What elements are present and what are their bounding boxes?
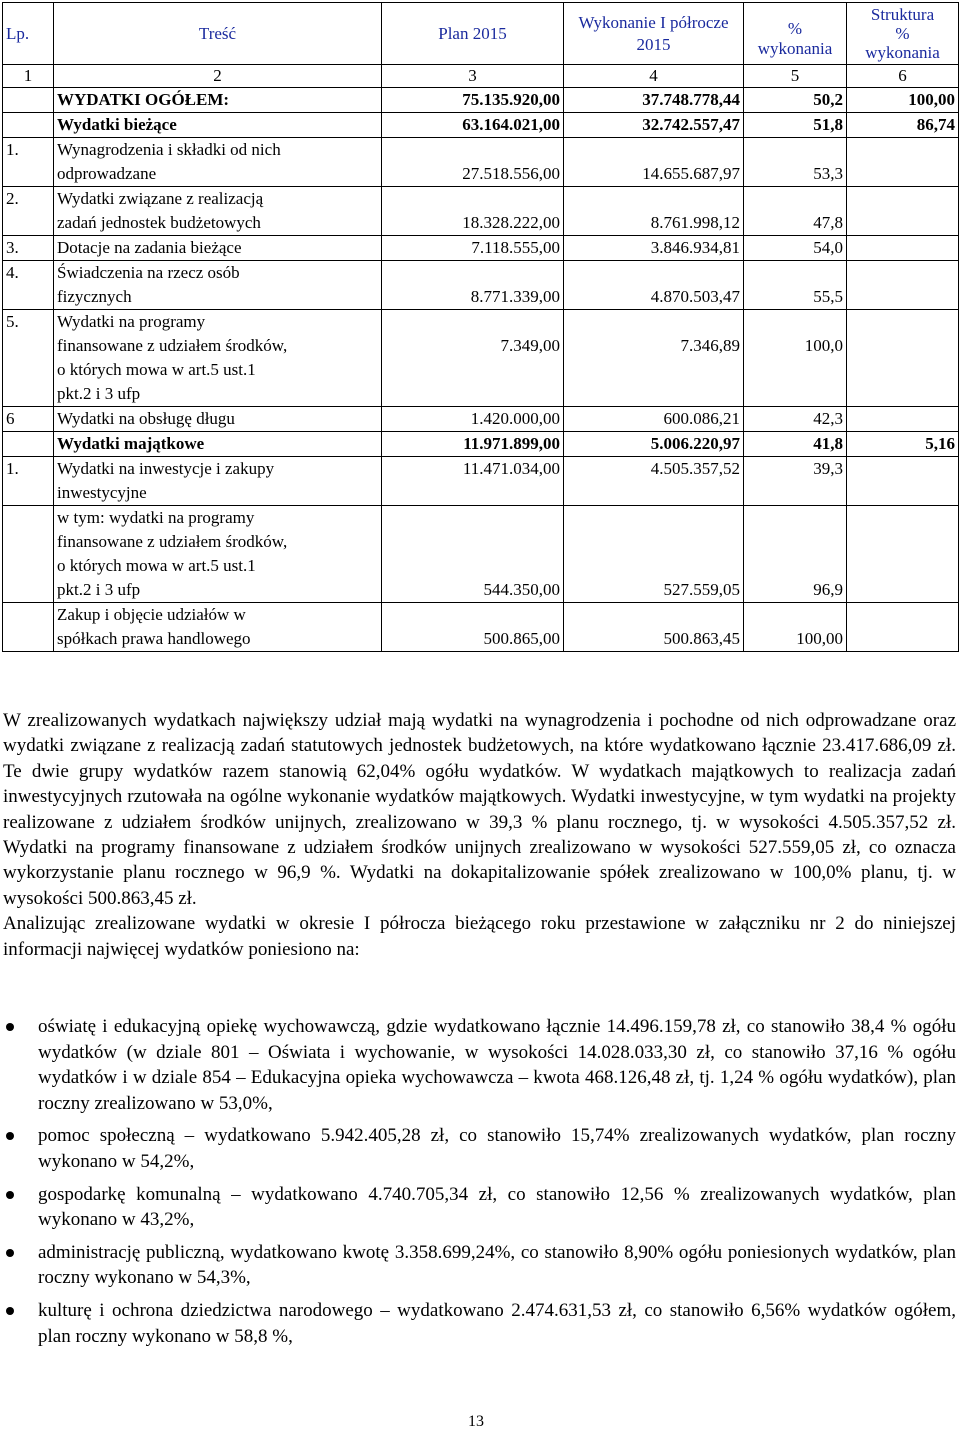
cell-execution-value: 500.863,45 — [663, 629, 740, 648]
cell-percent-value: 100,00 — [796, 629, 843, 648]
cell-execution-value: 7.346,89 — [680, 336, 740, 355]
header-structure-line2: % — [895, 24, 910, 43]
cell-plan-value: 8.771.339,00 — [470, 287, 560, 306]
cell-execution — [564, 113, 744, 138]
header-plan: Plan 2015 — [382, 3, 564, 65]
cell-percent — [744, 261, 847, 310]
bullet-icon — [6, 1249, 14, 1257]
description-line: Dotacje na zadania bieżące — [57, 238, 242, 257]
cell-plan — [382, 506, 564, 603]
bullet-icon — [6, 1191, 14, 1199]
cell-structure — [847, 310, 959, 407]
list-item-text: kulturę i ochrona dziedzictwa narodowego – wydatkowano 2.474.631,53 zł, co stanowiło 6,56% wydatków ogółem, plan roczny wykonano w 58,8 %, — [38, 1299, 956, 1347]
header-execution-line2: 2015 — [636, 34, 671, 54]
cell-plan — [382, 113, 564, 138]
description-line: Wydatki na obsługę długu — [57, 409, 235, 428]
column-number: 6 — [847, 65, 959, 88]
cell-lp-value: 1. — [6, 459, 19, 478]
cell-percent — [744, 310, 847, 407]
description-line: w tym: wydatki na programy — [57, 508, 255, 527]
header-lp: Lp. — [3, 3, 54, 65]
description-line: Wydatki majątkowe — [57, 434, 205, 453]
table-row — [3, 113, 959, 138]
table-row — [3, 432, 959, 457]
cell-description — [54, 187, 382, 236]
cell-plan-value: 63.164.021,00 — [462, 115, 560, 134]
cell-structure — [847, 603, 959, 652]
cell-execution — [564, 88, 744, 113]
description-line: finansowane z udziałem środków, — [57, 532, 288, 551]
description-line: odprowadzane — [57, 164, 157, 183]
cell-percent — [744, 138, 847, 187]
paragraph: W zrealizowanych wydatkach największy udział mają wydatki na wynagrodzenia i pochodne od nich odprowadzane oraz wydatki związane z realizacją zadań statutowych jednostek budżetowych, na które wydatkowano łącznie 23.417.686,09 zł. Te dwie grupy wydatków razem stanowią 62,04% ogółu wydatków. W wydatkach majątkowych to realizacja zadań inwestycyjnych rzutowała na ogólne wykonanie wydatków majątkowych. Wydatki inwestycyjne, w tym wydatki na projekty realizowane z udziałem środków unijnych, zrealizowano w 39,3 % planu rocznego, tj. w wysokości 4.505.357,52 zł. Wydatki na programy finansowane z udziałem środków unijnych zrealizowano w wysokości 527.559,05 zł, co oznacza wykorzystanie planu rocznego w 96,9 %. Wydatki na dokapitalizowanie spółek zrealizowano w 100,0% planu, tj. w wysokości 500.863,45 zł. — [3, 710, 956, 909]
cell-plan — [382, 236, 564, 261]
cell-description — [54, 113, 382, 138]
cell-percent — [744, 506, 847, 603]
cell-execution-value: 37.748.778,44 — [642, 90, 740, 109]
cell-structure — [847, 432, 959, 457]
description-line: spółkach prawa handlowego — [57, 629, 251, 648]
description-line: finansowane z udziałem środków, — [57, 336, 288, 355]
cell-percent — [744, 407, 847, 432]
cell-plan-value: 11.971.899,00 — [463, 434, 560, 453]
description-line: WYDATKI OGÓŁEM: — [57, 90, 230, 109]
description-line: pkt.2 i 3 ufp — [57, 384, 141, 403]
cell-execution — [564, 310, 744, 407]
cell-execution — [564, 506, 744, 603]
cell-percent — [744, 88, 847, 113]
cell-plan — [382, 310, 564, 407]
cell-execution — [564, 432, 744, 457]
cell-percent-value: 50,2 — [813, 90, 843, 109]
cell-execution — [564, 407, 744, 432]
header-structure — [847, 3, 959, 65]
description-line: inwestycyjne — [57, 483, 147, 502]
cell-structure — [847, 88, 959, 113]
cell-lp — [3, 261, 54, 310]
cell-percent — [744, 603, 847, 652]
cell-lp-value: 4. — [6, 263, 19, 282]
column-numbers-row — [3, 65, 959, 88]
cell-lp — [3, 407, 54, 432]
cell-description — [54, 506, 382, 603]
description-line: Wydatki na programy — [57, 312, 206, 331]
column-number: 3 — [382, 65, 564, 88]
cell-percent-value: 53,3 — [813, 164, 843, 183]
cell-description — [54, 432, 382, 457]
cell-description — [54, 407, 382, 432]
cell-lp — [3, 113, 54, 138]
cell-plan — [382, 432, 564, 457]
description-line: Zakup i objęcie udziałów w — [57, 605, 246, 624]
paragraph: Analizując zrealizowane wydatki w okresie I półrocza bieżącego roku przestawione w załączniku nr 2 do niniejszej informacji najwięcej wydatków poniesiono na: — [3, 913, 956, 960]
cell-lp — [3, 310, 54, 407]
table-row — [3, 310, 959, 407]
cell-description — [54, 88, 382, 113]
cell-plan — [382, 603, 564, 652]
cell-percent — [744, 187, 847, 236]
cell-structure-value: 5,16 — [925, 434, 955, 453]
description-line: o których mowa w art.5 ust.1 — [57, 360, 256, 379]
cell-lp-value: 3. — [6, 238, 19, 257]
cell-lp-value: 1. — [6, 140, 19, 159]
cell-plan — [382, 407, 564, 432]
cell-execution — [564, 457, 744, 506]
cell-description — [54, 138, 382, 187]
description-line: Wynagrodzenia i składki od nich — [57, 140, 281, 159]
cell-description — [54, 236, 382, 261]
expenditure-table — [2, 2, 959, 652]
list-item — [3, 1014, 956, 1116]
cell-percent-value: 39,3 — [813, 459, 843, 478]
cell-plan — [382, 88, 564, 113]
cell-description — [54, 310, 382, 407]
cell-execution-value: 5.006.220,97 — [650, 434, 740, 453]
bullet-icon — [6, 1023, 14, 1031]
bullet-icon — [6, 1307, 14, 1315]
cell-plan-value: 27.518.556,00 — [462, 164, 560, 183]
header-structure-line1: Struktura — [870, 5, 935, 24]
cell-percent — [744, 432, 847, 457]
cell-lp — [3, 88, 54, 113]
cell-percent-value: 42,3 — [813, 409, 843, 428]
description-line: Wydatki związane z realizacją — [57, 189, 264, 208]
table-row — [3, 187, 959, 236]
cell-execution-value: 32.742.557,47 — [642, 115, 740, 134]
header-percent — [744, 3, 847, 65]
cell-plan-value: 11.471.034,00 — [462, 459, 560, 478]
cell-execution — [564, 138, 744, 187]
list-item-text: pomoc społeczną – wydatkowano 5.942.405,28 zł, co stanowiło 15,74% zrealizowanych wydatków, plan roczny wykonano w 54,2%, — [38, 1125, 956, 1172]
header-percent-line2: wykonania — [757, 39, 833, 58]
page-number: 13 — [468, 1413, 484, 1430]
bullet-list — [3, 1014, 956, 1356]
cell-structure — [847, 457, 959, 506]
cell-structure — [847, 261, 959, 310]
description-line: zadań jednostek budżetowych — [57, 213, 261, 232]
cell-execution-value: 600.086,21 — [663, 409, 740, 428]
table-row — [3, 261, 959, 310]
cell-description — [54, 457, 382, 506]
cell-percent — [744, 457, 847, 506]
cell-percent-value: 96,9 — [813, 580, 843, 599]
column-number: 1 — [3, 65, 54, 88]
column-number: 2 — [54, 65, 382, 88]
cell-structure — [847, 407, 959, 432]
cell-lp — [3, 457, 54, 506]
cell-percent-value: 54,0 — [813, 238, 843, 257]
cell-lp — [3, 236, 54, 261]
column-number: 4 — [564, 65, 744, 88]
cell-percent-value: 100,0 — [804, 336, 843, 355]
cell-structure-value: 86,74 — [916, 115, 955, 134]
list-item — [3, 1182, 956, 1233]
bullet-icon — [6, 1132, 14, 1140]
cell-structure — [847, 138, 959, 187]
table-row — [3, 457, 959, 506]
description-line: o których mowa w art.5 ust.1 — [57, 556, 256, 575]
list-item-text: administrację publiczną, wydatkowano kwotę 3.358.699,24%, co stanowiło 8,90% ogółu poniesionych wydatków, plan roczny wykonano w 54,3%, — [38, 1241, 956, 1289]
cell-lp-value: 2. — [6, 189, 19, 208]
list-item-text: oświatę i edukacyjną opiekę wychowawczą, gdzie wydatkowano łącznie 14.496.159,78 zł, co stanowiło 38,4 % ogółu wydatków (w dziale 801 – Oświata i wychowanie, w wysokości 14.028.033,30 zł, co stanowiło 37,16 % ogółu wydatków i w dziale 854 – Edukacyjna opieka wychowawcza – kwota 468.126,48 zł, tj. 1,24 % ogółu wydatków), plan roczny zrealizowano w 53,0%, — [38, 1016, 956, 1114]
cell-plan — [382, 261, 564, 310]
cell-lp — [3, 138, 54, 187]
cell-plan-value: 7.349,00 — [500, 336, 560, 355]
list-item — [3, 1298, 956, 1349]
cell-plan-value: 1.420.000,00 — [470, 409, 560, 428]
cell-plan — [382, 457, 564, 506]
cell-lp-value: 6 — [6, 409, 15, 428]
table-header-row — [3, 3, 959, 65]
list-item — [3, 1240, 956, 1291]
table-row — [3, 138, 959, 187]
header-execution-line1: Wykonanie I półrocze — [578, 12, 729, 32]
description-line: Wydatki bieżące — [57, 115, 177, 134]
cell-execution-value: 4.870.503,47 — [650, 287, 740, 306]
cell-execution — [564, 261, 744, 310]
cell-percent-value: 47,8 — [813, 213, 843, 232]
cell-structure — [847, 236, 959, 261]
cell-percent-value: 51,8 — [813, 115, 843, 134]
cell-execution — [564, 187, 744, 236]
table-row — [3, 506, 959, 603]
header-structure-line3: wykonania — [865, 43, 940, 62]
table-row — [3, 88, 959, 113]
cell-lp — [3, 506, 54, 603]
header-execution — [564, 3, 744, 65]
column-number: 5 — [744, 65, 847, 88]
cell-plan-value: 75.135.920,00 — [462, 90, 560, 109]
table-body — [3, 88, 959, 652]
cell-lp — [3, 432, 54, 457]
cell-lp — [3, 187, 54, 236]
cell-plan-value: 500.865,00 — [483, 629, 560, 648]
cell-execution-value: 3.846.934,81 — [650, 238, 740, 257]
cell-description — [54, 603, 382, 652]
cell-structure — [847, 113, 959, 138]
description-line: pkt.2 i 3 ufp — [57, 580, 141, 599]
cell-execution-value: 14.655.687,97 — [642, 164, 740, 183]
cell-structure — [847, 187, 959, 236]
cell-plan — [382, 187, 564, 236]
cell-lp-value: 5. — [6, 312, 19, 331]
list-item-text: gospodarkę komunalną – wydatkowano 4.740.705,34 zł, co stanowiło 12,56 % zrealizowanych wydatków, plan wykonano w 43,2%, — [38, 1183, 956, 1231]
header-description: Treść — [54, 3, 382, 65]
cell-execution — [564, 236, 744, 261]
cell-percent — [744, 113, 847, 138]
cell-plan-value: 18.328.222,00 — [462, 213, 560, 232]
list-item — [3, 1123, 956, 1174]
cell-execution — [564, 603, 744, 652]
table-row — [3, 236, 959, 261]
cell-execution-value: 4.505.357,52 — [650, 459, 740, 478]
table-row — [3, 603, 959, 652]
header-percent-line1: % — [787, 19, 803, 38]
table-row — [3, 407, 959, 432]
cell-execution-value: 527.559,05 — [663, 580, 740, 599]
cell-percent-value: 55,5 — [813, 287, 843, 306]
summary-text — [3, 708, 956, 962]
cell-plan-value: 7.118.555,00 — [471, 238, 560, 257]
cell-percent-value: 41,8 — [813, 434, 843, 453]
cell-execution-value: 8.761.998,12 — [650, 213, 740, 232]
cell-percent — [744, 236, 847, 261]
cell-lp — [3, 603, 54, 652]
cell-plan — [382, 138, 564, 187]
description-line: fizycznych — [57, 287, 132, 306]
description-line: Świadczenia na rzecz osób — [57, 263, 240, 282]
description-line: Wydatki na inwestycje i zakupy — [57, 459, 275, 478]
cell-description — [54, 261, 382, 310]
cell-structure — [847, 506, 959, 603]
cell-structure-value: 100,00 — [908, 90, 955, 109]
cell-plan-value: 544.350,00 — [483, 580, 560, 599]
